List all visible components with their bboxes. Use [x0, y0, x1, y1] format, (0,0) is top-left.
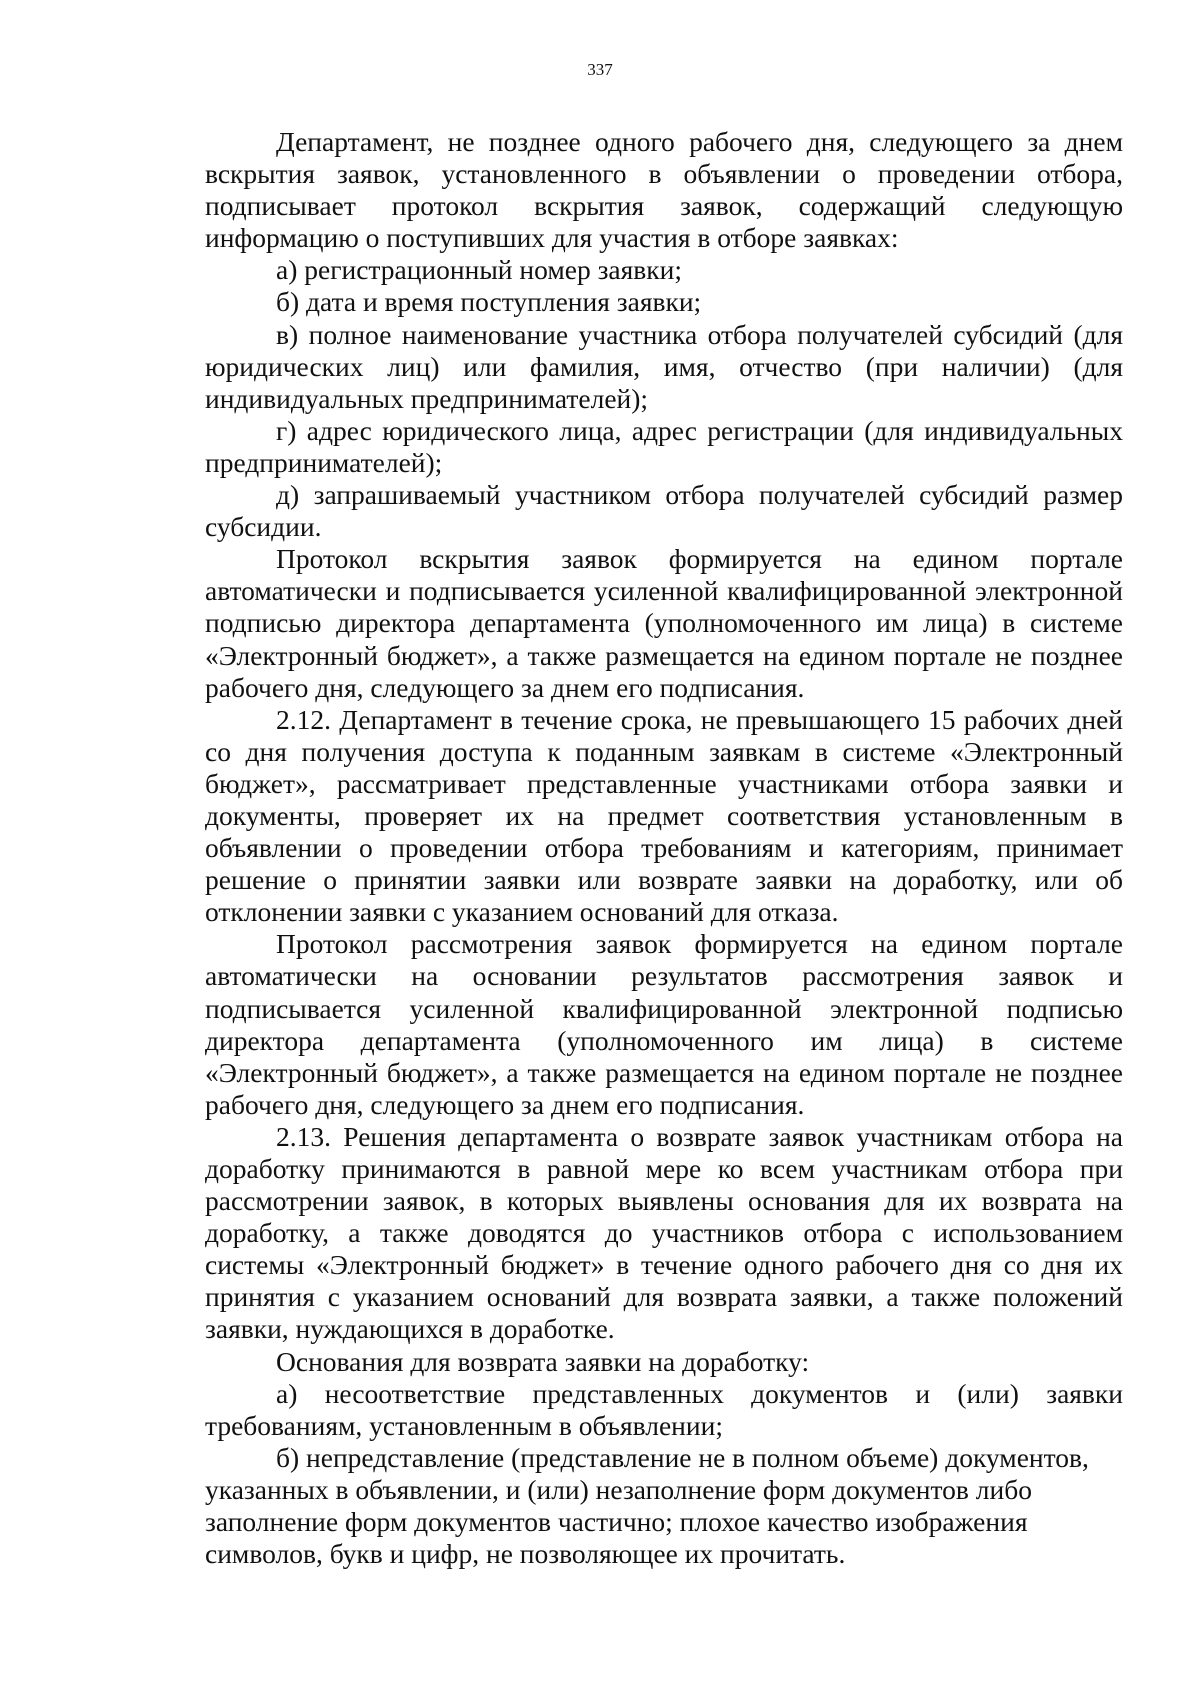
paragraph-protocol-intro: Департамент, не позднее одного рабочего дня, следующего за днем вскрытия заявок, установленного в объявлении о проведении отбора, подписывает протокол вскрытия заявок, содержащий следующую информацию о поступивших для участия в отборе заявках:: [205, 126, 1123, 254]
list-item-registration-number: а) регистрационный номер заявки;: [276, 254, 682, 286]
page-number: 337: [587, 60, 613, 79]
list-item-address: г) адрес юридического лица, адрес регистрации (для индивидуальных предпринимателей);: [205, 414, 1123, 478]
paragraph-return-grounds-heading: Основания для возврата заявки на доработку:: [276, 1345, 810, 1377]
paragraph-opening-protocol: Протокол вскрытия заявок формируется на едином портале автоматически и подписывается усиленной квалифицированной электронной подписью директора департамента (уполномоченного им лица) в системе «Электронный бюджет», а также размещается на едином портале не позднее рабочего дня, следующего за днем его подписания.: [205, 543, 1123, 703]
paragraph-section-2-13: 2.13. Решения департамента о возврате заявок участникам отбора на доработку принимаются в равной мере ко всем участникам отбора при рассмотрении заявок, в которых выявлены основания для их возврата на доработку, а также доводятся до участников отбора с использованием системы «Электронный бюджет» в течение одного рабочего дня со дня их принятия с указанием оснований для возврата заявки, а также положений заявки, нуждающихся в доработке.: [205, 1120, 1123, 1345]
paragraph-section-2-12: 2.12. Департамент в течение срока, не превышающего 15 рабочих дней со дня получения доступа к поданным заявкам в системе «Электронный бюджет», рассматривает представленные участниками отбора заявки и документы, проверяет их на предмет соответствия установленным в объявлении о проведении отбора требованиям и категориям, принимает решение о принятии заявки или возврате заявки на доработку, или об отклонении заявки с указанием оснований для отказа.: [205, 703, 1123, 928]
list-item-date-time: б) дата и время поступления заявки;: [276, 286, 702, 318]
paragraph-review-protocol: Протокол рассмотрения заявок формируется на едином портале автоматически на основании результатов рассмотрения заявок и подписывается усиленной квалифицированной электронной подписью директора департамента (уполномоченного им лица) в системе «Электронный бюджет», а также размещается на едином портале не позднее рабочего дня, следующего за днем его подписания.: [205, 928, 1123, 1120]
list-item-nonsubmission: б) непредставление (представление не в полном объеме) документов, указанных в объявлении, и (или) незаполнение форм документов либо заполнение форм документов частично; плохое качество изображения символов, букв и цифр, не позволяющее их прочитать.: [205, 1441, 1089, 1570]
list-item-subsidy-amount: д) запрашиваемый участником отбора получателей субсидий размер субсидии.: [205, 479, 1123, 543]
document-body: [205, 126, 1123, 1570]
list-item-full-name: в) полное наименование участника отбора получателей субсидий (для юридических лиц) или фамилия, имя, отчество (при наличии) (для индивидуальных предпринимателей);: [205, 318, 1123, 414]
list-item-nonconformity: а) несоответствие представленных документов и (или) заявки требованиям, установленным в объявлении;: [205, 1377, 1123, 1441]
